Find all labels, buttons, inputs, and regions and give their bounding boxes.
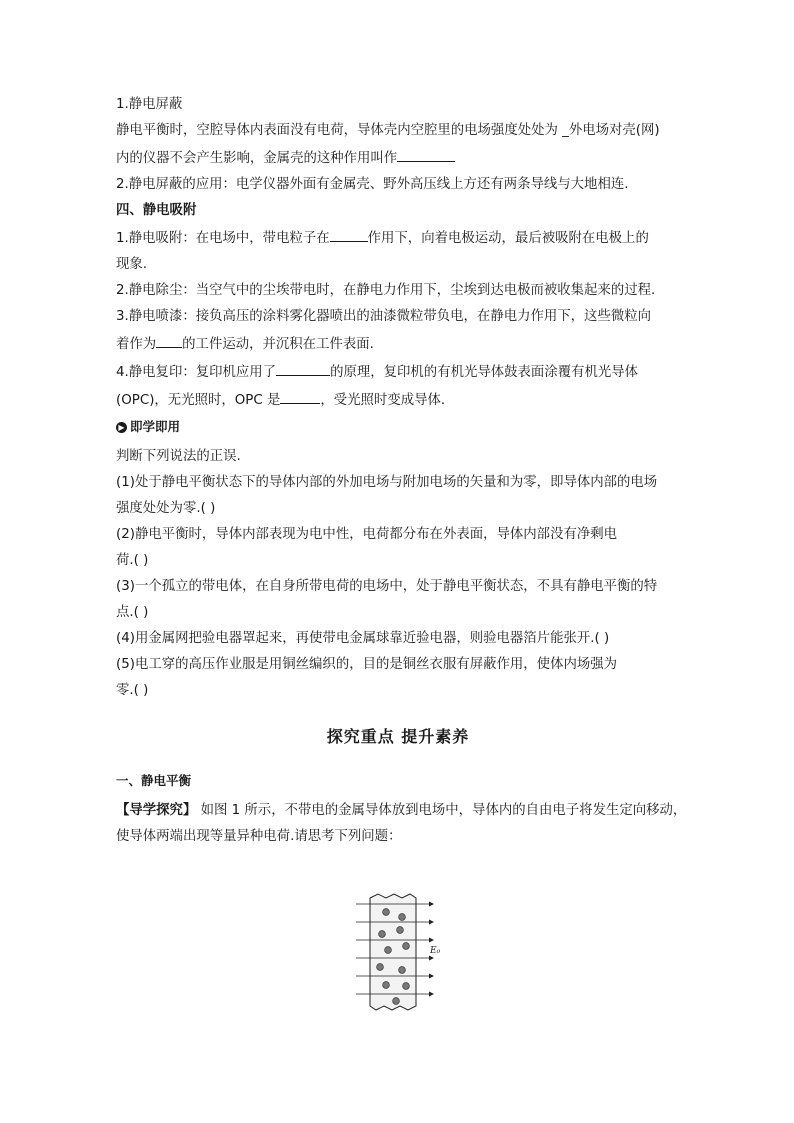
question-3-line1: (3)一个孤立的带电体，在自身所带电荷的电场中，处于静电平衡状态，不具有静电平衡的特 [116, 579, 658, 594]
adsorption-item-4 [116, 358, 680, 386]
heading-electrostatic-shielding: 1.静电屏蔽 [116, 97, 183, 112]
copy-text-cont: 的原理，复印机的有机光导体鼓表面涂覆有机光导体 [330, 365, 639, 380]
shielding-paragraph-text: 内的仪器不会产生影响，金属壳的这种作用叫作 [116, 151, 398, 166]
shielding-paragraph-line2 [116, 144, 680, 172]
conductor-body [370, 894, 416, 1010]
practice-heading [116, 414, 680, 440]
question-2-line2: 荷.( ) [116, 553, 149, 568]
explore-paragraph-line1 [116, 798, 687, 824]
adsorption-text-cont: 作用下，向着电极运动，最后被吸附在电极上的 [367, 231, 649, 246]
adsorption-item-4-cont [116, 386, 680, 414]
question-5-line1: (5)电工穿的高压作业服是用铜丝编织的，目的是铜丝衣服有屏蔽作用，使体内场强为 [116, 657, 618, 672]
adsorption-item-1 [116, 224, 680, 252]
conductor-diagram [350, 888, 450, 1016]
question-2-line1: (2)静电平衡时，导体内部表现为电中性，电荷都分布在外表面，导体内部没有净剩电 [116, 527, 618, 542]
opc-text: (OPC)，无光照时，OPC 是 [116, 393, 281, 408]
adsorption-item-1-cont: 现象. [116, 257, 148, 272]
question-4: (4)用金属网把验电器罩起来，再使带电金属球靠近验电器，则验电器箔片能张开.( ) [116, 631, 610, 646]
question-5-line2: 零.( ) [116, 683, 149, 698]
explore-text: 如图 1 所示，不带电的金属导体放到电场中，导体内的自由电子将发生定向移动， [196, 803, 687, 818]
adsorption-text: 1.静电吸附：在电场中，带电粒子在 [116, 231, 330, 246]
conductor-in-field-figure [350, 888, 450, 1016]
blank-electrode [156, 330, 182, 348]
blank-shielding-term [397, 144, 455, 162]
blank-principle [276, 358, 330, 376]
subsection-heading: 一、静电平衡 [116, 773, 192, 788]
play-circle-icon: ▶ [116, 422, 127, 433]
adsorption-item-3: 3.静电喷漆：接负高压的涂料雾化器喷出的油漆微粒带负电，在静电力作用下，这些微粒向 [116, 309, 652, 324]
blank-opc-state [280, 386, 320, 404]
shielding-paragraph-line1: 静电平衡时，空腔导体内表面没有电荷，导体壳内空腔里的电场强度处处为 _外电场对壳(网) [116, 123, 660, 138]
field-label: E₀ [430, 946, 441, 956]
adsorption-item-3-cont [116, 330, 680, 358]
spray-text: 着作为 [116, 337, 157, 352]
practice-intro: 判断下列说法的正误. [116, 449, 241, 464]
blank-adsorption-force [330, 224, 368, 242]
spray-text-cont: 的工件运动，并沉积在工件表面. [182, 337, 374, 352]
question-1-line2: 强度处处为零.( ) [116, 501, 216, 516]
explore-tag: 【导学探究】 [116, 803, 197, 818]
question-1-line1: (1)处于静电平衡状态下的导体内部的外加电场与附加电场的矢量和为零，即导体内部的电场 [116, 475, 658, 490]
adsorption-item-2: 2.静电除尘：当空气中的尘埃带电时，在静电力作用下，尘埃到达电极而被收集起来的过程. [116, 283, 656, 298]
question-3-line2: 点.( ) [116, 605, 149, 620]
explore-paragraph-line2: 使导体两端出现等量异种电荷.请思考下列问题： [116, 829, 402, 844]
opc-text-cont: ，受光照时变成导体. [320, 393, 446, 408]
heading-electrostatic-adsorption: 四、静电吸附 [116, 203, 197, 218]
copy-text: 4.静电复印：复印机应用了 [116, 365, 277, 380]
practice-label: 即学即用 [130, 419, 181, 434]
document-body [116, 92, 687, 850]
shielding-application: 2.静电屏蔽的应用：电学仪器外面有金属壳、野外高压线上方还有两条导线与大地相连. [116, 177, 629, 192]
section-title: 探究重点 提升素养 [326, 727, 470, 746]
